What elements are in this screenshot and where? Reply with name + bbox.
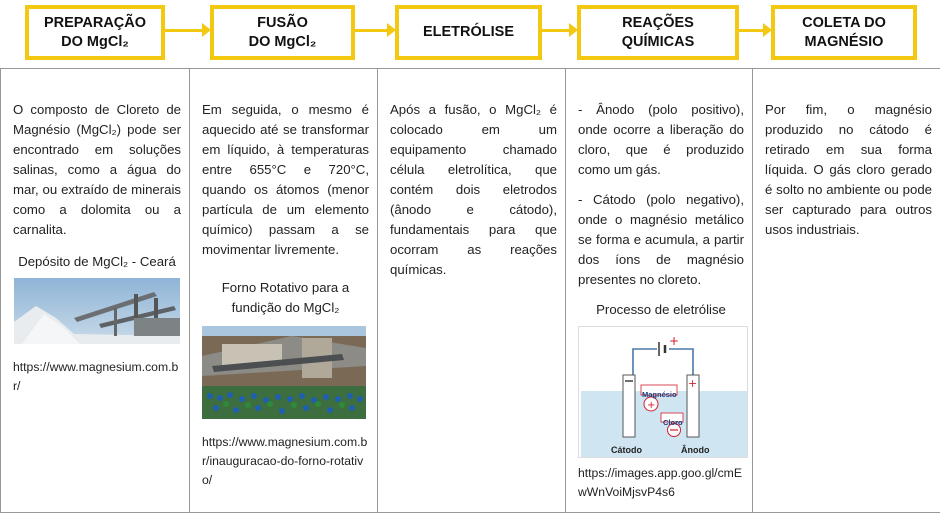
deposit-photo [14,278,180,344]
diagram-label-cloro: Cloro [663,418,683,427]
header-line1: FUSÃO [257,14,308,31]
header-line1: REAÇÕES [622,14,694,31]
furnace-photo [202,326,366,419]
catodo-text: - Cátodo (polo negativo), onde o magnésio metálico se forma e acumula, a partir dos íons de magnésio presentes no cloreto. [578,192,744,287]
column-reacoes [565,68,752,513]
electrolysis-caption: Processo de eletrólise [596,302,726,317]
eletrolise-text: Após a fusão, o MgCl₂ é colocado em um equipamento chamado célula eletrolítica, que contém dois eletrodos (ânodo e cátodo), fundamentais para que ocorram as reações químicas. [390,102,557,277]
column-eletrolise [377,68,565,513]
anodo-text: - Ânodo (polo positivo), onde ocorre a liberação do cloro, que é produzido como um gás. [578,102,744,177]
diagram-label-catodo: Cátodo [611,445,642,455]
header-coleta [771,5,917,60]
header-fusao [210,5,355,60]
fusao-text: Em seguida, o mesmo é aquecido até se transformar em líquido, à temperaturas entre 655°C e 720°C, quando os átomos (menor partícula de um elemento químico) passam a se movimentar livremente. [202,102,369,257]
arrow-1 [165,29,203,32]
preparacao-text: O composto de Cloreto de Magnésio (MgCl₂) pode ser encontrado em soluções salinas, como a água do mar, ou extraído de minerais como a dolomita ou a carnalita. [13,102,181,237]
furnace-source-link[interactable]: https://www.magnesium.com.br/inauguracao-do-forno-rotativo/ [202,435,368,487]
svg-text:+: + [688,377,698,390]
header-line1: COLETA DO [802,14,886,31]
column-fusao [189,68,377,513]
furnace-caption: Forno Rotativo para a fundição do MgCl₂ [221,280,350,315]
header-preparacao [25,5,165,60]
arrow-4 [739,29,764,32]
column-coleta [752,68,940,513]
svg-text:+: + [669,334,680,348]
diagram-label-anodo: Ânodo [681,445,710,455]
electrolysis-source-link[interactable]: https://images.app.goo.gl/cmEwWnVoiMjsvP4s6 [578,466,742,499]
arrow-2 [355,29,388,32]
arrow-3 [542,29,570,32]
header-line2: QUÍMICAS [621,33,695,50]
header-line1: PREPARAÇÃO [43,14,147,31]
header-line1: ELETRÓLISE [422,24,515,40]
svg-text:+: + [647,400,656,411]
header-line2: DO MgCl₂ [61,33,129,50]
header-reacoes [577,5,739,60]
electrolysis-diagram [578,326,748,458]
column-preparacao [0,68,189,513]
coleta-text: Por fim, o magnésio produzido no cátodo é retirado em sua forma líquida. O gás cloro gerado é solto no ambiente ou pode ser capturado para outros usos industriais. [765,102,932,237]
diagram-label-magnesio: Magnésio [642,390,677,399]
deposit-source-link[interactable]: https://www.magnesium.com.br/ [13,360,179,393]
header-line2: MAGNÉSIO [804,33,884,50]
header-line2: DO MgCl₂ [248,33,317,50]
header-eletrolise [395,5,542,60]
deposit-caption: Depósito de MgCl₂ - Ceará [18,254,176,269]
